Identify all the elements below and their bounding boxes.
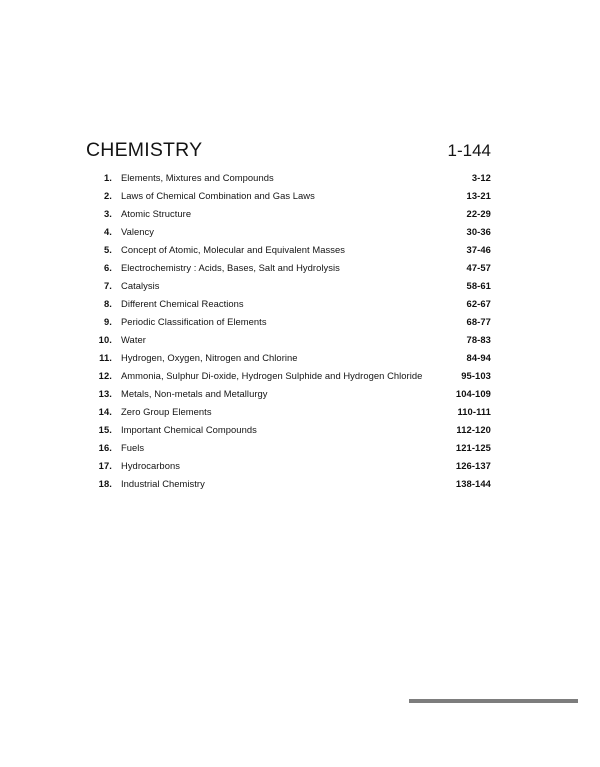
chapter-number: 12. xyxy=(98,370,112,382)
chapter-number: 16. xyxy=(98,442,112,454)
table-row[interactable] xyxy=(86,280,491,298)
chapter-number: 15. xyxy=(98,424,112,436)
chapter-title: Ammonia, Sulphur Di-oxide, Hydrogen Sulphide and Hydrogen Chloride xyxy=(121,370,423,382)
page-title: CHEMISTRY xyxy=(86,139,203,161)
table-row[interactable] xyxy=(86,406,491,424)
chapter-title: Important Chemical Compounds xyxy=(121,424,257,436)
table-row[interactable] xyxy=(86,298,491,316)
chapter-number: 3. xyxy=(103,208,112,220)
chapter-title: Different Chemical Reactions xyxy=(121,298,244,310)
chapter-title: Atomic Structure xyxy=(121,208,192,220)
chapter-page-range: 84-94 xyxy=(466,352,491,364)
table-row[interactable] xyxy=(86,244,491,262)
chapter-page-range: 62-67 xyxy=(466,298,491,310)
table-of-contents xyxy=(86,140,491,496)
table-row[interactable] xyxy=(86,352,491,370)
chapter-number: 8. xyxy=(103,298,112,310)
table-row[interactable] xyxy=(86,478,491,496)
chapter-title: Fuels xyxy=(121,442,145,454)
chapter-page-range: 95-103 xyxy=(461,370,491,382)
chapter-list xyxy=(86,172,491,496)
chapter-page-range: 22-29 xyxy=(466,208,491,220)
chapter-number: 5. xyxy=(103,244,112,256)
chapter-number: 11. xyxy=(99,352,112,364)
chapter-page-range: 112-120 xyxy=(456,424,491,436)
chapter-title: Electrochemistry : Acids, Bases, Salt and Hydrolysis xyxy=(121,262,340,274)
table-row[interactable] xyxy=(86,334,491,352)
chapter-number: 14. xyxy=(98,406,112,418)
chapter-number: 10. xyxy=(98,334,112,346)
table-row[interactable] xyxy=(86,424,491,442)
chapter-page-range: 78-83 xyxy=(466,334,491,346)
chapter-page-range: 13-21 xyxy=(466,190,491,202)
table-row[interactable] xyxy=(86,442,491,460)
subject-page-range: 1-144 xyxy=(447,141,491,160)
chapter-number: 6. xyxy=(103,262,112,274)
table-row[interactable] xyxy=(86,370,491,388)
chapter-page-range: 104-109 xyxy=(455,388,491,400)
chapter-page-range: 126-137 xyxy=(455,460,491,472)
chapter-title: Metals, Non-metals and Metallurgy xyxy=(121,388,268,400)
chapter-title: Valency xyxy=(121,226,155,238)
table-row[interactable] xyxy=(86,226,491,244)
chapter-title: Industrial Chemistry xyxy=(121,478,205,490)
table-row[interactable] xyxy=(86,460,491,478)
chapter-number: 17. xyxy=(98,460,112,472)
chapter-number: 18. xyxy=(98,478,112,490)
chapter-page-range: 58-61 xyxy=(466,280,491,292)
table-row[interactable] xyxy=(86,190,491,208)
table-row[interactable] xyxy=(86,172,491,190)
chapter-page-range: 3-12 xyxy=(471,172,491,184)
chapter-number: 2. xyxy=(103,190,112,202)
chapter-page-range: 68-77 xyxy=(466,316,491,328)
chapter-number: 9. xyxy=(103,316,112,328)
chapter-page-range: 30-36 xyxy=(466,226,491,238)
chapter-page-range: 37-46 xyxy=(466,244,491,256)
table-row[interactable] xyxy=(86,316,491,334)
chapter-title: Concept of Atomic, Molecular and Equivalent Masses xyxy=(121,244,345,256)
chapter-page-range: 138-144 xyxy=(455,478,491,490)
table-row[interactable] xyxy=(86,388,491,406)
chapter-title: Hydrogen, Oxygen, Nitrogen and Chlorine xyxy=(121,352,298,364)
table-row[interactable] xyxy=(86,262,491,280)
chapter-title: Water xyxy=(121,334,146,346)
chapter-title: Catalysis xyxy=(121,280,160,292)
chapter-title: Elements, Mixtures and Compounds xyxy=(121,172,274,184)
chapter-number: 13. xyxy=(98,388,112,400)
chapter-page-range: 110-111 xyxy=(457,406,491,418)
chapter-number: 1. xyxy=(103,172,112,184)
chapter-number: 7. xyxy=(103,280,112,292)
footer-rule xyxy=(409,699,578,703)
subject-heading-row xyxy=(86,140,491,161)
chapter-page-range: 47-57 xyxy=(466,262,491,274)
chapter-title: Zero Group Elements xyxy=(121,406,212,418)
chapter-number: 4. xyxy=(103,226,112,238)
chapter-title: Periodic Classification of Elements xyxy=(121,316,267,328)
chapter-title: Hydrocarbons xyxy=(121,460,180,472)
chapter-page-range: 121-125 xyxy=(455,442,491,454)
chapter-title: Laws of Chemical Combination and Gas Laws xyxy=(121,190,315,202)
table-row[interactable] xyxy=(86,208,491,226)
